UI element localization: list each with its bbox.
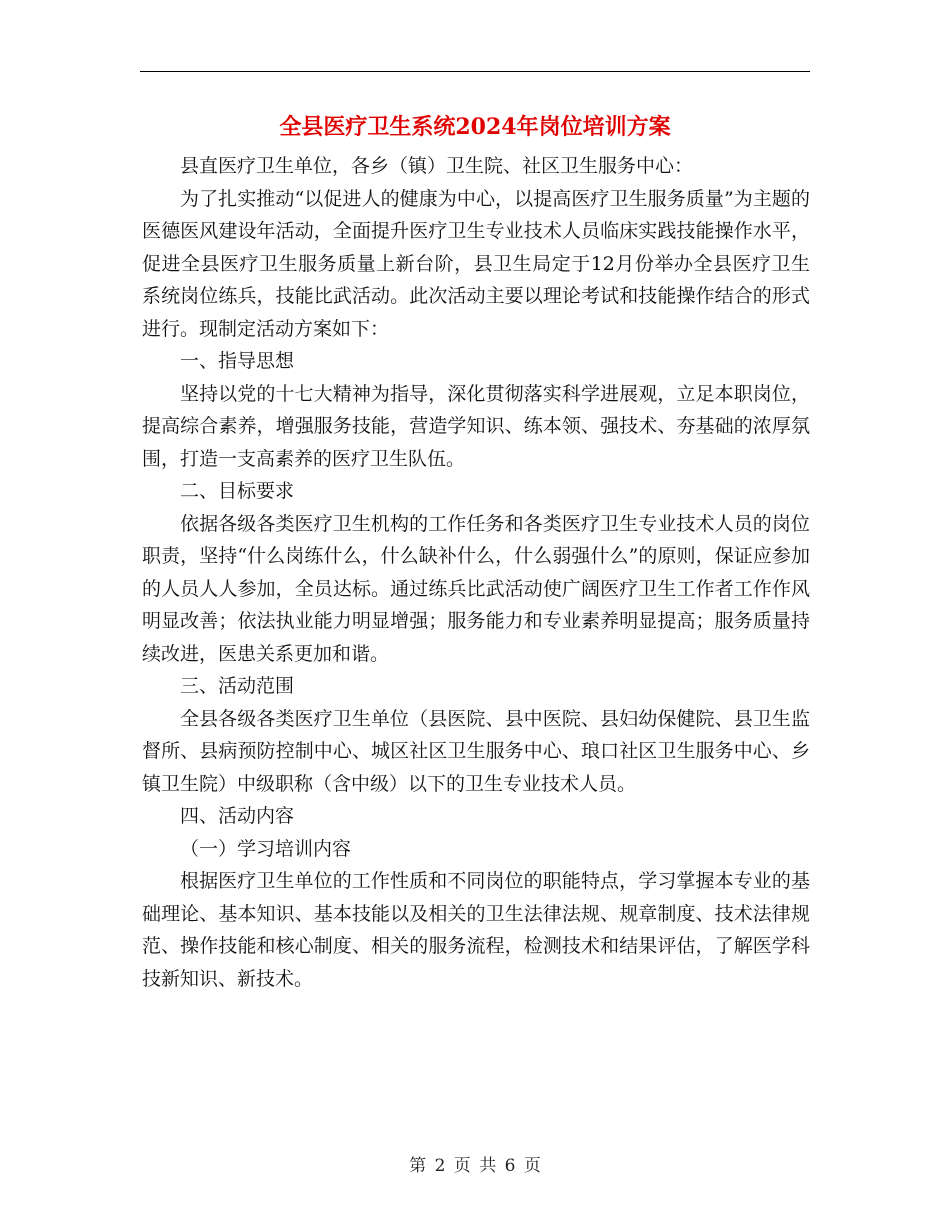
section-heading-guiding-ideology: 一、指导思想 <box>180 350 295 372</box>
header-rule <box>140 71 810 72</box>
section-heading-content: 四、活动内容 <box>180 805 295 827</box>
section-text-goals: 依据各级各类医疗卫生机构的工作任务和各类医疗卫生专业技术人员的岗位职责，坚持“什么岗练什么，什么缺补什么，什么弱强什么”的原则，保证应参加的人员人人参加，全员达标。通过练兵比武活动使广阔医疗卫生工作者工作作风明显改善；依法执业能力明显增强；服务能力和专业素养明显提高；服务质量持续改进，医患关系更加和谐。 <box>142 512 810 665</box>
salutation: 县直医疗卫生单位，各乡（镇）卫生院、社区卫生服务中心： <box>180 155 694 177</box>
section-heading-goals: 二、目标要求 <box>180 480 295 502</box>
page-footer: 第 2 页 共 6 页 <box>409 1156 541 1176</box>
document-title: 全县医疗卫生系统2024年岗位培训方案 <box>279 114 671 140</box>
section-heading-scope: 三、活动范围 <box>180 675 295 697</box>
section-text-content: 根据医疗卫生单位的工作性质和不同岗位的职能特点，学习掌握本专业的基础理论、基本知识、基本技能以及相关的卫生法律法规、规章制度、技术法律规范、操作技能和核心制度、相关的服务流程，检测技术和结果评估，了解医学科技新知识、新技术。 <box>142 870 810 990</box>
document-body <box>142 150 810 995</box>
section-text-guiding-ideology: 坚持以党的十七大精神为指导，深化贯彻落实科学进展观，立足本职岗位，提高综合素养，增强服务技能，营造学知识、练本领、强技术、夯基础的浓厚氛围，打造一支高素养的医疗卫生队伍。 <box>142 382 810 470</box>
section-text-scope: 全县各级各类医疗卫生单位（县医院、县中医院、县妇幼保健院、县卫生监督所、县病预防控制中心、城区社区卫生服务中心、琅口社区卫生服务中心、乡镇卫生院）中级职称（含中级）以下的卫生专业技术人员。 <box>142 707 810 795</box>
subsection-heading-training-content: （一）学习培训内容 <box>180 837 352 860</box>
intro-paragraph: 为了扎实推动“以促进人的健康为中心，以提高医疗卫生服务质量”为主题的医德医风建设年活动，全面提升医疗卫生专业技术人员临床实践技能操作水平，促进全县医疗卫生服务质量上新台阶，县卫生局定于12月份举办全县医疗卫生系统岗位练兵，技能比武活动。此次活动主要以理论考试和技能操作结合的形式进行。现制定活动方案如下： <box>142 187 810 340</box>
